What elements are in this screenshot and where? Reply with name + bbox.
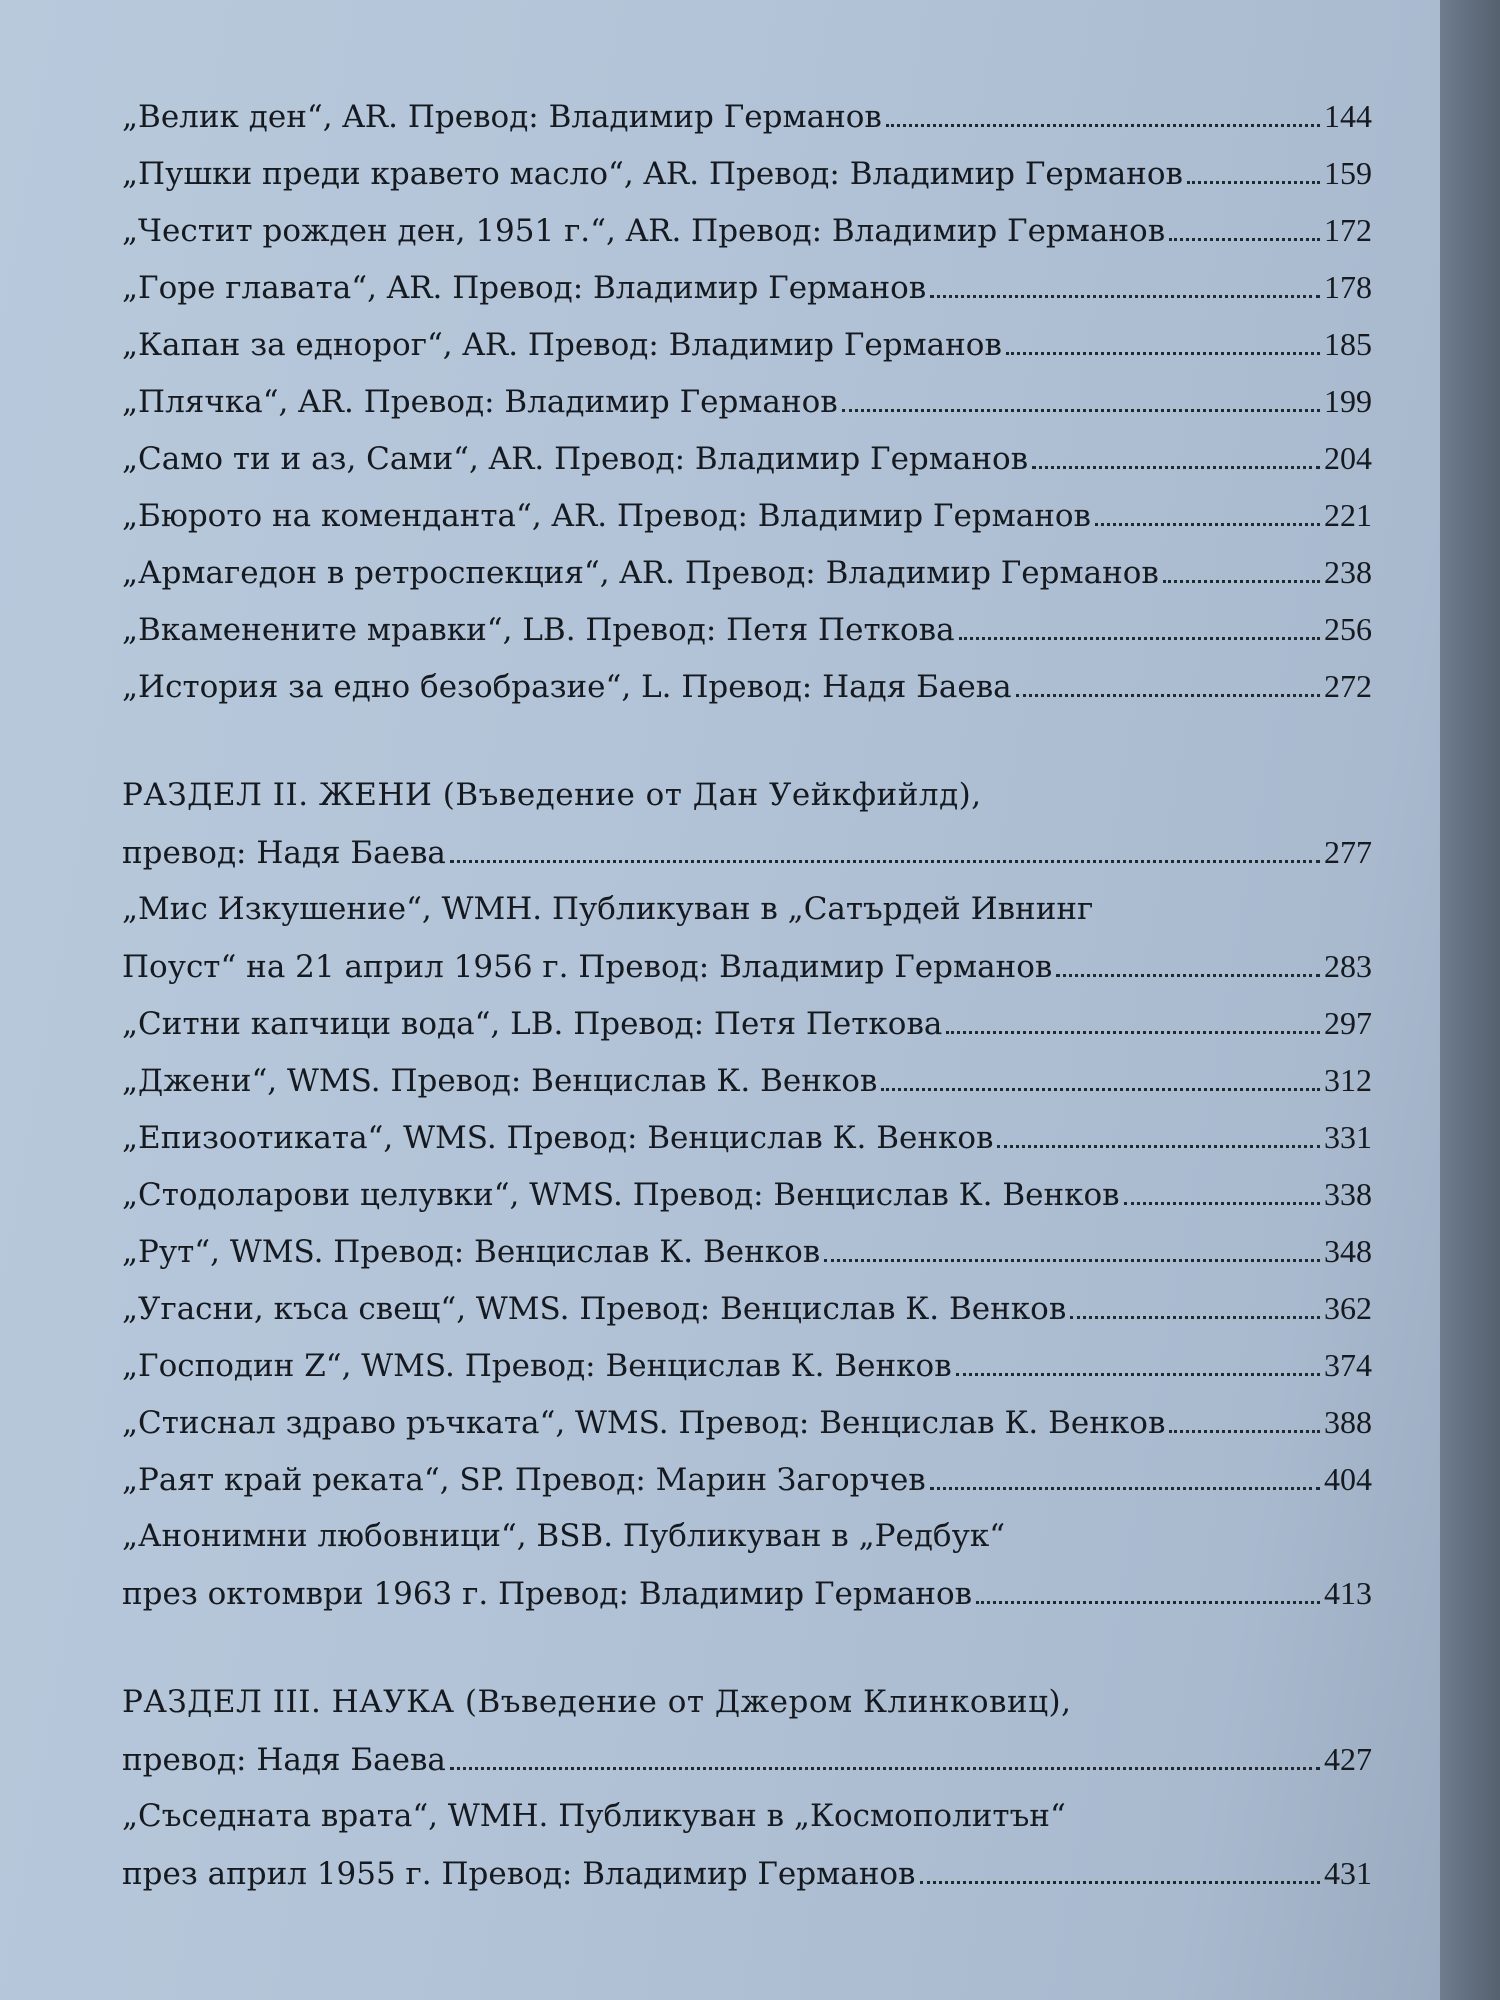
entry-title: „Горе главата“, AR. Превод: Владимир Германов	[122, 270, 927, 306]
page-number: 204	[1324, 440, 1372, 476]
leader-dots	[450, 1766, 1320, 1770]
toc-entry	[122, 544, 1372, 601]
entry-title: „Угасни, къса свещ“, WMS. Превод: Венцислав К. Венков	[122, 1291, 1067, 1327]
page-number: 413	[1324, 1575, 1372, 1611]
entry-title: „Капан за еднорог“, AR. Превод: Владимир Германов	[122, 327, 1002, 363]
toc-entry-two-line	[122, 1788, 1372, 1902]
leader-dots	[1070, 1315, 1320, 1319]
toc-entry	[122, 487, 1372, 544]
leader-dots	[1006, 351, 1320, 355]
toc-entry	[122, 1223, 1372, 1280]
page-number: 404	[1324, 1461, 1372, 1497]
toc-entry	[122, 145, 1372, 202]
page-number: 185	[1324, 326, 1372, 362]
entry-title: „Плячка“, AR. Превод: Владимир Германов	[122, 384, 838, 420]
toc-entry	[122, 1166, 1372, 1223]
entry-title-line1: „Мис Изкушение“, WMH. Публикуван в „Сатърдей Ивнинг	[122, 891, 1094, 927]
page-number: 172	[1324, 212, 1372, 248]
entry-title: „Стиснал здраво ръчката“, WMS. Превод: Венцислав К. Венков	[122, 1405, 1166, 1441]
page-number: 272	[1324, 668, 1372, 704]
entry-title: „Господин Z“, WMS. Превод: Венцислав К. Венков	[122, 1348, 952, 1384]
section-2-heading: РАЗДЕЛ II. ЖЕНИ (Въведение от Дан Уейкфийлд),	[122, 777, 982, 813]
toc-entry	[122, 259, 1372, 316]
page-number: 159	[1324, 155, 1372, 191]
entry-title: „Само ти и аз, Сами“, AR. Превод: Владимир Германов	[122, 441, 1029, 477]
page-number: 144	[1324, 98, 1372, 134]
leader-dots	[1032, 465, 1320, 469]
toc-entry	[122, 1052, 1372, 1109]
leader-dots	[1056, 973, 1320, 977]
entry-title-line2: през април 1955 г. Превод: Владимир Германов	[122, 1856, 916, 1892]
entry-title-line2: Поуст“ на 21 април 1956 г. Превод: Владимир Германов	[122, 949, 1053, 985]
toc-list-part2	[122, 995, 1372, 1508]
toc-entry	[122, 316, 1372, 373]
toc-entry	[122, 1451, 1372, 1508]
leader-dots	[946, 1030, 1320, 1034]
leader-dots	[842, 408, 1320, 412]
entry-title: „Армагедон в ретроспекция“, AR. Превод: Владимир Германов	[122, 555, 1159, 591]
page-number: 221	[1324, 497, 1372, 533]
toc-entry	[122, 1394, 1372, 1451]
page-number: 331	[1324, 1119, 1372, 1155]
page-number: 256	[1324, 611, 1372, 647]
leader-dots	[997, 1144, 1320, 1148]
toc-entry	[122, 88, 1372, 145]
entry-title: „Бюрото на коменданта“, AR. Превод: Владимир Германов	[122, 498, 1092, 534]
section-3-entry	[122, 1674, 1372, 1788]
toc-entry	[122, 430, 1372, 487]
page-number: 312	[1324, 1062, 1372, 1098]
leader-dots	[886, 123, 1320, 127]
toc-entry	[122, 1109, 1372, 1166]
leader-dots	[1016, 693, 1320, 697]
toc-entry	[122, 373, 1372, 430]
table-of-contents	[122, 88, 1372, 1902]
leader-dots	[1163, 579, 1320, 583]
toc-list-part1	[122, 88, 1372, 715]
section-gap	[122, 715, 1372, 767]
section-gap	[122, 1622, 1372, 1674]
page-number: 238	[1324, 554, 1372, 590]
entry-title: „Пушки преди кравето масло“, AR. Превод: Владимир Германов	[122, 156, 1183, 192]
page-number: 277	[1324, 834, 1372, 870]
leader-dots	[1187, 180, 1320, 184]
entry-title: „Джени“, WMS. Превод: Венцислав К. Венков	[122, 1063, 878, 1099]
section-3-heading: РАЗДЕЛ III. НАУКА (Въведение от Джером Клинковиц),	[122, 1684, 1072, 1720]
page-number: 388	[1324, 1404, 1372, 1440]
toc-entry-two-line	[122, 881, 1372, 995]
page-number: 283	[1324, 948, 1372, 984]
section-2-entry	[122, 767, 1372, 881]
leader-dots	[1169, 1429, 1320, 1433]
entry-title-line1: „Съседната врата“, WMH. Публикуван в „Космополитън“	[122, 1798, 1066, 1834]
entry-title-line1: „Анонимни любовници“, BSB. Публикуван в „Редбук“	[122, 1518, 1006, 1554]
section-3-translator: превод: Надя Баева	[122, 1742, 446, 1778]
entry-title: „Ситни капчици вода“, LB. Превод: Петя Петкова	[122, 1006, 943, 1042]
section-2-translator: превод: Надя Баева	[122, 835, 446, 871]
page-number: 199	[1324, 383, 1372, 419]
page-number: 178	[1324, 269, 1372, 305]
leader-dots	[976, 1600, 1320, 1604]
leader-dots	[930, 294, 1320, 298]
page-number: 431	[1324, 1855, 1372, 1891]
entry-title: „Велик ден“, AR. Превод: Владимир Германов	[122, 99, 882, 135]
book-page-edge	[1440, 0, 1500, 2000]
toc-entry	[122, 601, 1372, 658]
leader-dots	[1095, 522, 1320, 526]
leader-dots	[920, 1880, 1321, 1884]
toc-entry	[122, 202, 1372, 259]
toc-entry	[122, 1337, 1372, 1394]
leader-dots	[959, 636, 1320, 640]
leader-dots	[450, 859, 1320, 863]
toc-entry-two-line	[122, 1508, 1372, 1622]
entry-title-line2: през октомври 1963 г. Превод: Владимир Германов	[122, 1576, 973, 1612]
entry-title: „Епизоотиката“, WMS. Превод: Венцислав К. Венков	[122, 1120, 994, 1156]
toc-entry	[122, 658, 1372, 715]
entry-title: „Вкаменените мравки“, LB. Превод: Петя Петкова	[122, 612, 955, 648]
page-number: 362	[1324, 1290, 1372, 1326]
leader-dots	[956, 1372, 1320, 1376]
entry-title: „Честит рожден ден, 1951 г.“, AR. Превод: Владимир Германов	[122, 213, 1166, 249]
toc-entry	[122, 1280, 1372, 1337]
page-number: 427	[1324, 1741, 1372, 1777]
entry-title: „Рут“, WMS. Превод: Венцислав К. Венков	[122, 1234, 821, 1270]
toc-entry	[122, 995, 1372, 1052]
leader-dots	[1124, 1201, 1320, 1205]
page-number: 348	[1324, 1233, 1372, 1269]
leader-dots	[1169, 237, 1320, 241]
page-number: 297	[1324, 1005, 1372, 1041]
entry-title: „Раят край реката“, SP. Превод: Марин Загорчев	[122, 1462, 926, 1498]
entry-title: „История за едно безобразие“, L. Превод: Надя Баева	[122, 669, 1012, 705]
page-number: 338	[1324, 1176, 1372, 1212]
leader-dots	[824, 1258, 1320, 1262]
page-number: 374	[1324, 1347, 1372, 1383]
entry-title: „Стодоларови целувки“, WMS. Превод: Венцислав К. Венков	[122, 1177, 1120, 1213]
leader-dots	[930, 1486, 1320, 1490]
leader-dots	[881, 1087, 1320, 1091]
